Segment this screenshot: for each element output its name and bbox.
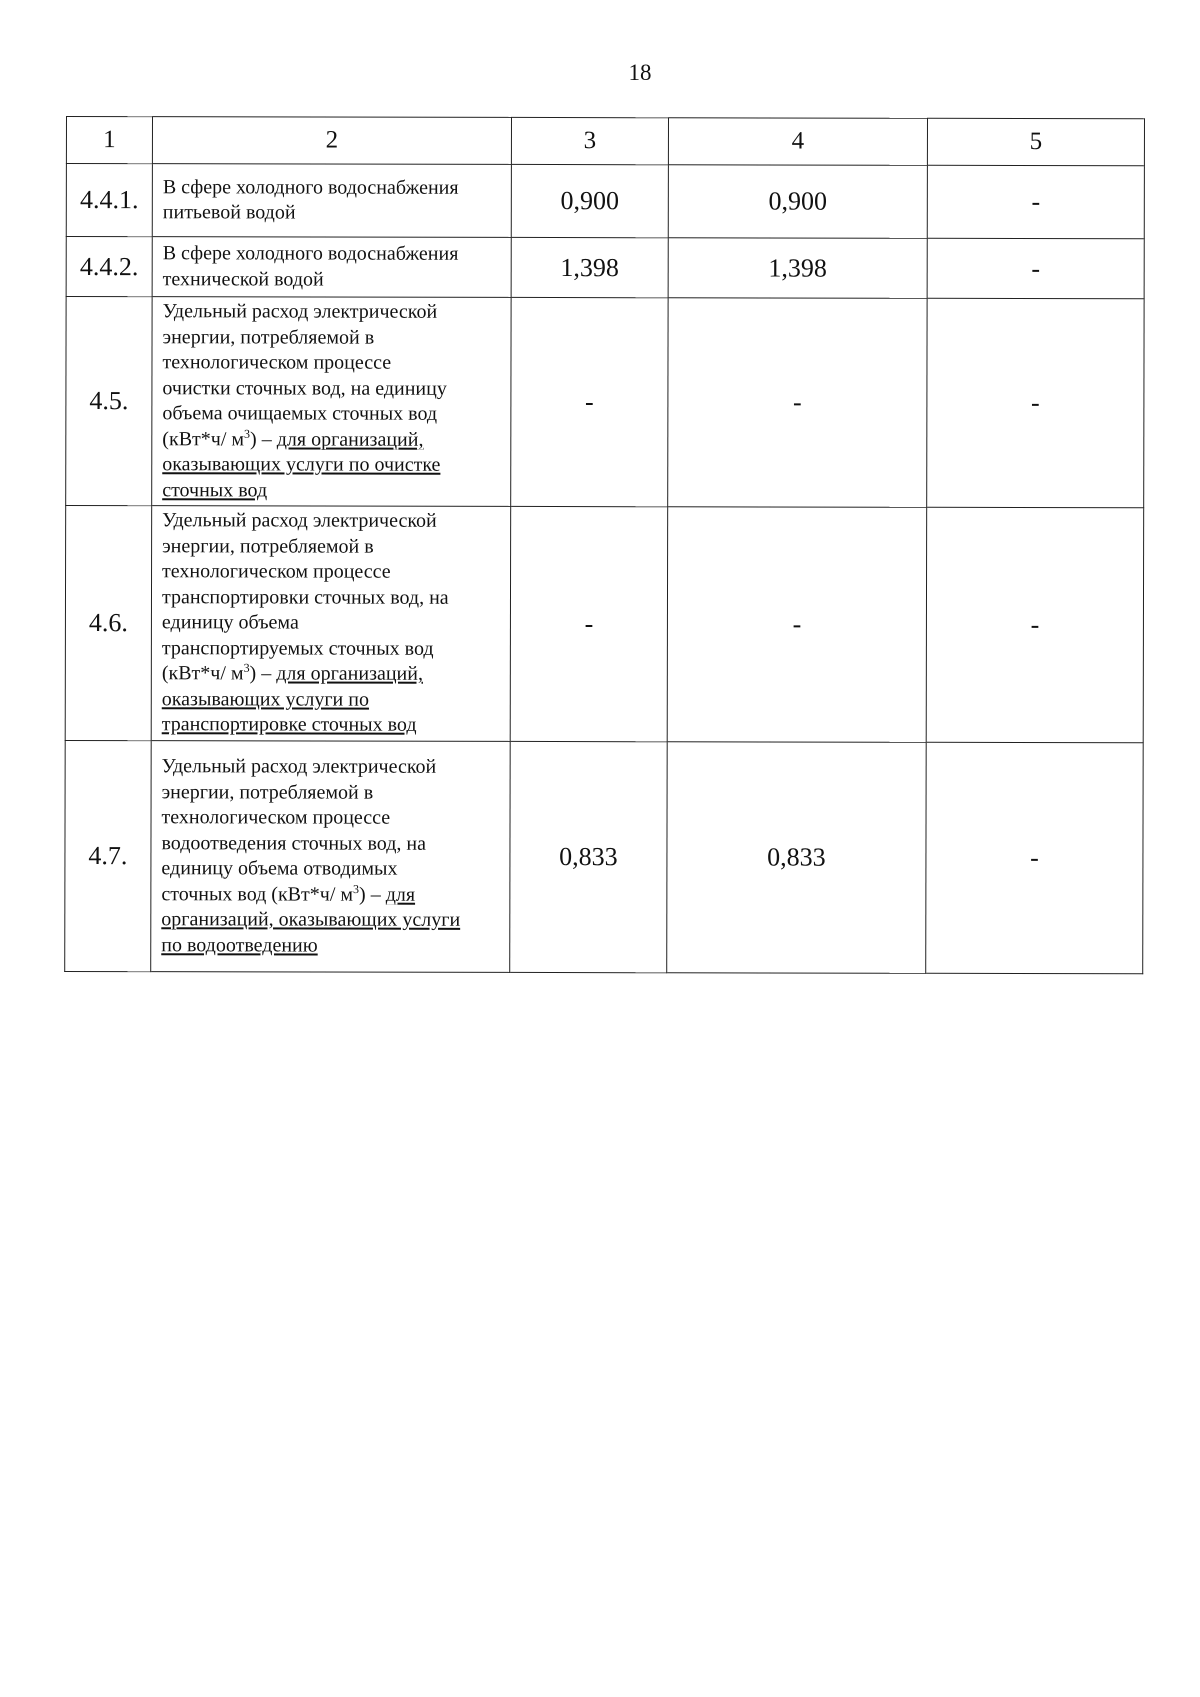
value-col4: -: [668, 298, 927, 508]
desc-line: питьевой водой: [162, 201, 296, 224]
unit-close: ) –: [249, 662, 277, 685]
row-description: [152, 164, 511, 238]
header-cell: 5: [927, 118, 1144, 165]
value-col5: -: [927, 165, 1144, 238]
row-number: 4.5.: [66, 297, 152, 506]
page-number: 18: [628, 60, 652, 85]
unit-open: (кВт*ч/ м: [162, 427, 245, 450]
underlined-line: для: [385, 883, 416, 906]
row-description: [152, 297, 511, 507]
desc-line: единицу объема: [161, 611, 299, 634]
unit-superscript: 3: [353, 881, 360, 896]
value-col5: -: [926, 507, 1143, 742]
row-number: 4.4.1.: [66, 164, 152, 237]
desc-line: объема очищаемых сточных вод: [162, 402, 438, 425]
table-row: [66, 237, 1144, 299]
desc-line: В сфере холодного водоснабжения: [162, 175, 459, 199]
underlined-line: по водоотведению: [161, 933, 318, 957]
table-header-row: [66, 117, 1144, 166]
table-row: [65, 740, 1143, 973]
desc-line: очистки сточных вод, на единицу: [162, 376, 447, 400]
table-row: [65, 506, 1143, 743]
desc-line: Удельный расход электрической: [162, 509, 437, 533]
unit-superscript: 3: [244, 426, 251, 441]
value-col5: -: [927, 298, 1144, 507]
value-col3: -: [510, 506, 667, 741]
underlined-line: оказывающих услуги по: [161, 687, 370, 711]
row-description: [151, 506, 510, 742]
header-cell: 1: [66, 117, 152, 164]
row-description: [152, 237, 511, 298]
header-cell: 2: [152, 117, 511, 165]
underlined-line: транспортировке сточных вод: [161, 713, 417, 736]
value-col4: 1,398: [668, 238, 927, 299]
desc-line: технологическом процессе: [162, 351, 392, 374]
value-col3: -: [511, 297, 668, 506]
row-number: 4.7.: [65, 740, 151, 971]
value-col4: 0,833: [667, 742, 926, 974]
row-description: [151, 741, 510, 973]
desc-line: энергии, потребляемой в: [162, 325, 375, 349]
desc-line: Удельный расход электрической: [162, 300, 438, 323]
header-cell: 4: [668, 118, 927, 166]
underlined-line: для организаций,: [276, 662, 423, 685]
row-number: 4.4.2.: [66, 237, 152, 297]
desc-line: единицу объема отводимых: [161, 857, 398, 880]
underlined-line: оказывающих услуги по очистке: [162, 453, 441, 476]
value-col3: 1,398: [511, 237, 668, 297]
table-row: [66, 164, 1144, 239]
table-row: [66, 297, 1144, 508]
value-col3: 0,833: [510, 741, 667, 972]
desc-line: водоотведения сточных вод, на: [161, 831, 427, 855]
indicators-table: [64, 116, 1145, 974]
desc-line: технической водой: [162, 267, 324, 291]
value-col4: -: [667, 507, 926, 743]
desc-line: технологическом процессе: [161, 806, 391, 829]
value-col4: 0,900: [668, 165, 927, 239]
desc-line: технологическом процессе: [162, 560, 391, 583]
value-col5: -: [927, 238, 1144, 298]
unit-close: ) –: [359, 883, 386, 906]
unit-superscript: 3: [243, 660, 250, 675]
desc-line: транспортируемых сточных вод: [161, 636, 434, 660]
underlined-line: для организаций,: [276, 427, 424, 451]
unit-open: (кВт*ч/ м: [161, 662, 244, 685]
desc-line: транспортировки сточных вод, на: [161, 585, 449, 609]
desc-line: энергии, потребляемой в: [161, 780, 374, 804]
desc-line: В сфере холодного водоснабжения: [162, 242, 459, 265]
underlined-line: организаций, оказывающих услуги: [161, 908, 461, 931]
header-cell: 3: [511, 117, 668, 164]
unit-close: ) –: [250, 427, 277, 450]
value-col5: -: [926, 742, 1143, 973]
value-col3: 0,900: [511, 164, 668, 237]
desc-line: Удельный расход электрической: [161, 755, 437, 778]
underlined-line: сточных вод: [162, 478, 268, 501]
unit-open: сточных вод (кВт*ч/ м: [161, 882, 354, 906]
row-number: 4.6.: [65, 506, 151, 741]
desc-line: энергии, потребляемой в: [162, 534, 374, 558]
